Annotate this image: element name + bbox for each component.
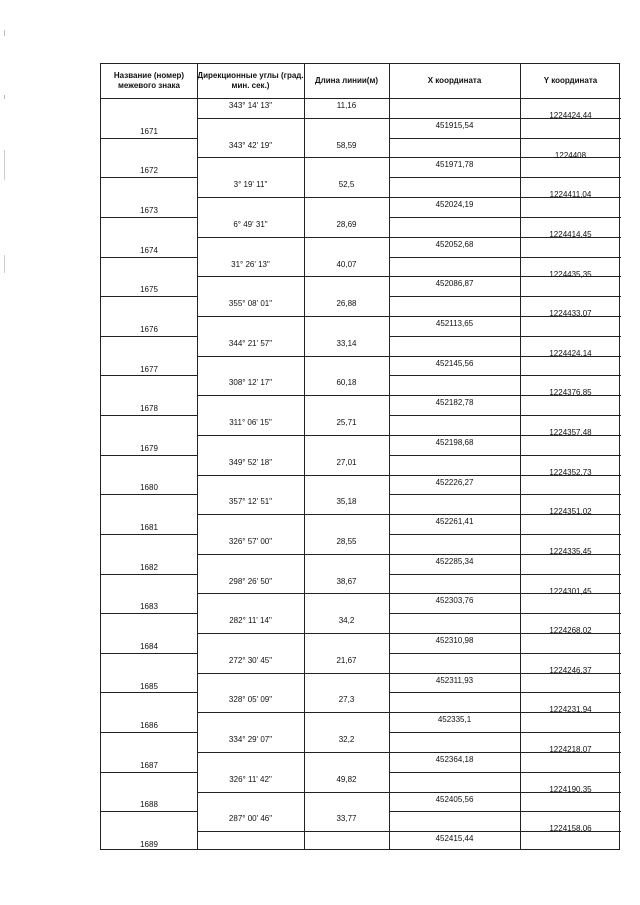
row-divider — [197, 792, 389, 793]
x-coordinate-cell: 452198,68 — [435, 437, 474, 447]
line-length-cell: 35,18 — [336, 497, 357, 507]
line-length-cell: 28,55 — [336, 536, 357, 546]
point-name-cell: 1677 — [140, 364, 158, 374]
point-name-cell: 1688 — [140, 800, 158, 810]
row-divider — [389, 336, 621, 337]
y-coordinate-cell: 1224218,07 — [549, 745, 592, 755]
point-name-cell: 1673 — [140, 205, 158, 215]
scan-mark — [4, 255, 5, 273]
direction-angle-cell: 349° 52' 18" — [228, 457, 273, 467]
line-length-cell: 11,16 — [336, 101, 357, 110]
x-coordinate-cell: 452086,87 — [435, 279, 474, 289]
row-divider — [389, 494, 621, 495]
boundary-coordinates-table — [100, 63, 620, 850]
x-coordinate-cell: 452182,78 — [435, 398, 474, 408]
y-coordinate-cell: 1224424,44 — [549, 111, 592, 120]
row-divider — [197, 118, 389, 119]
x-coordinate-cell: 452364,18 — [435, 754, 474, 764]
point-name-cell: 1686 — [140, 721, 158, 731]
direction-angle-cell: 343° 42' 19" — [228, 140, 273, 150]
row-divider — [197, 752, 389, 753]
direction-angle-cell: 326° 11' 42" — [229, 774, 272, 784]
line-length-cell: 32,2 — [338, 735, 355, 745]
y-coordinate-cell: 1224231,94 — [549, 705, 592, 715]
direction-angle-cell: 3° 19' 11" — [233, 180, 268, 190]
row-divider — [197, 673, 389, 674]
row-divider — [197, 712, 389, 713]
row-divider — [197, 316, 389, 317]
y-coordinate-cell: 1224357,48 — [549, 428, 592, 438]
direction-angle-cell: 343° 14' 13" — [228, 101, 273, 110]
row-divider — [389, 177, 621, 178]
direction-angle-cell: 344° 21' 57" — [228, 338, 273, 348]
direction-angle-cell: 282° 11' 14" — [229, 616, 272, 626]
row-divider — [389, 653, 621, 654]
header-y-coordinate: Y координата — [543, 76, 598, 85]
row-divider — [197, 276, 389, 277]
row-divider — [389, 415, 621, 416]
point-name-cell: 1674 — [140, 245, 158, 255]
point-name-cell: 1676 — [140, 324, 158, 334]
direction-angle-cell: 298° 26' 50" — [228, 576, 273, 586]
header-point-name: Название (номер) межевого знака — [113, 71, 185, 90]
line-length-cell: 25,71 — [336, 418, 357, 428]
point-name-cell: 1675 — [140, 285, 158, 295]
point-name-cell: 1678 — [140, 404, 158, 414]
row-divider — [101, 732, 197, 733]
point-name-cell: 1680 — [140, 483, 158, 493]
row-divider — [389, 375, 621, 376]
y-coordinate-cell: 1224246,37 — [549, 665, 592, 675]
row-divider — [101, 217, 197, 218]
row-divider — [197, 475, 389, 476]
row-divider — [197, 197, 389, 198]
row-divider — [101, 534, 197, 535]
row-divider — [101, 574, 197, 575]
line-length-cell: 40,07 — [336, 259, 357, 269]
point-name-cell: 1685 — [140, 681, 158, 691]
scan-mark — [4, 95, 5, 99]
row-divider — [197, 633, 389, 634]
point-name-cell: 1679 — [140, 443, 158, 453]
line-length-cell: 27,3 — [338, 695, 355, 705]
row-divider — [389, 772, 621, 773]
header-x-coordinate: X координата — [427, 76, 482, 85]
y-coordinate-cell: 1224435,35 — [549, 269, 592, 279]
direction-angle-cell: 357° 12' 51" — [228, 497, 273, 507]
line-length-cell: 49,82 — [336, 774, 357, 784]
line-length-cell: 27,01 — [336, 457, 357, 467]
row-divider — [197, 831, 389, 832]
y-coordinate-cell: 1224376,85 — [549, 388, 592, 398]
line-length-cell: 58,59 — [336, 140, 357, 150]
row-divider — [197, 435, 389, 436]
row-divider — [101, 494, 197, 495]
direction-angle-cell: 334° 29' 07" — [228, 735, 273, 745]
line-length-cell: 33,14 — [336, 338, 357, 348]
row-divider — [389, 138, 621, 139]
x-coordinate-cell: 451915,54 — [435, 120, 474, 130]
row-divider — [101, 138, 197, 139]
y-coordinate-cell: 1224158,06 — [549, 824, 592, 834]
row-divider — [389, 692, 621, 693]
x-coordinate-cell: 452335,1 — [437, 715, 472, 725]
line-length-cell: 28,69 — [336, 219, 357, 229]
direction-angle-cell: 355° 08' 01" — [228, 299, 273, 309]
y-coordinate-cell: 1224301,45 — [549, 586, 592, 596]
x-coordinate-cell: 452310,98 — [435, 636, 474, 646]
row-divider — [197, 514, 389, 515]
row-divider — [101, 811, 197, 812]
x-coordinate-cell: 452261,41 — [435, 517, 474, 527]
line-length-cell: 21,67 — [336, 655, 357, 665]
point-name-cell: 1689 — [140, 840, 158, 850]
point-name-cell: 1687 — [140, 760, 158, 770]
header-line-length: Длина линии(м) — [314, 76, 379, 85]
y-coordinate-cell: 1224352,73 — [549, 467, 592, 477]
y-coordinate-cell: 1224414,45 — [549, 229, 592, 239]
x-coordinate-cell: 452113,65 — [435, 318, 474, 328]
row-divider — [101, 692, 197, 693]
row-divider — [389, 296, 621, 297]
line-length-cell: 60,18 — [336, 378, 357, 388]
row-divider — [389, 534, 621, 535]
row-divider — [197, 237, 389, 238]
y-coordinate-cell: 1224424,14 — [549, 348, 592, 358]
row-divider — [389, 811, 621, 812]
line-length-cell: 52,5 — [338, 180, 355, 190]
x-coordinate-cell: 452303,76 — [435, 596, 474, 606]
line-length-cell: 34,2 — [338, 616, 355, 626]
row-divider — [101, 296, 197, 297]
row-divider — [389, 257, 621, 258]
y-coordinate-cell: 1224433,07 — [549, 309, 592, 319]
row-divider — [197, 356, 389, 357]
row-divider — [389, 613, 621, 614]
direction-angle-cell: 6° 49' 31" — [233, 219, 268, 229]
direction-angle-cell: 31° 26' 13" — [231, 259, 270, 269]
y-coordinate-cell: 1224351,02 — [549, 507, 592, 517]
row-divider — [101, 98, 621, 99]
line-length-cell: 33,77 — [336, 814, 357, 824]
y-coordinate-cell: 1224335,45 — [549, 546, 592, 556]
direction-angle-cell: 308° 12' 17" — [228, 378, 273, 388]
y-coordinate-cell: 1224268,02 — [549, 626, 592, 636]
row-divider — [197, 395, 389, 396]
direction-angle-cell: 326° 57' 00" — [228, 536, 273, 546]
x-coordinate-cell: 452226,27 — [435, 477, 474, 487]
row-divider — [197, 157, 389, 158]
scan-mark — [4, 30, 5, 36]
y-coordinate-cell: 1224408 — [554, 150, 587, 160]
row-divider — [101, 455, 197, 456]
direction-angle-cell: 311° 06' 15" — [229, 418, 272, 428]
line-length-cell: 38,67 — [336, 576, 357, 586]
x-coordinate-cell: 452145,56 — [435, 358, 474, 368]
row-divider — [389, 217, 621, 218]
point-name-cell: 1683 — [140, 602, 158, 612]
x-coordinate-cell: 452311,93 — [435, 675, 474, 685]
row-divider — [389, 455, 621, 456]
row-divider — [101, 772, 197, 773]
point-name-cell: 1684 — [140, 641, 158, 651]
direction-angle-cell: 287° 00' 46" — [228, 814, 273, 824]
point-name-cell: 1672 — [140, 166, 158, 176]
row-divider — [197, 593, 389, 594]
header-direction-angle: Дирекционные углы (град. мин. сек.) — [197, 71, 304, 90]
row-divider — [101, 177, 197, 178]
row-divider — [101, 415, 197, 416]
row-divider — [389, 574, 621, 575]
x-coordinate-cell: 452052,68 — [435, 239, 474, 249]
point-name-cell: 1681 — [140, 523, 158, 533]
scan-mark — [4, 150, 5, 180]
line-length-cell: 26,88 — [336, 299, 357, 309]
y-coordinate-cell: 1224411,04 — [549, 190, 592, 200]
x-coordinate-cell: 452415,44 — [435, 834, 474, 844]
x-coordinate-cell: 451971,78 — [435, 160, 474, 170]
row-divider — [101, 257, 197, 258]
row-divider — [101, 375, 197, 376]
direction-angle-cell: 328° 05' 09" — [228, 695, 273, 705]
direction-angle-cell: 272° 30' 45" — [228, 655, 273, 665]
x-coordinate-cell: 452285,34 — [435, 556, 474, 566]
x-coordinate-cell: 452024,19 — [435, 200, 474, 210]
row-divider — [101, 336, 197, 337]
point-name-cell: 1671 — [140, 126, 158, 136]
y-coordinate-cell: 1224190,35 — [549, 784, 592, 794]
row-divider — [389, 732, 621, 733]
row-divider — [197, 554, 389, 555]
point-name-cell: 1682 — [140, 562, 158, 572]
x-coordinate-cell: 452405,56 — [435, 794, 474, 804]
row-divider — [101, 653, 197, 654]
row-divider — [101, 613, 197, 614]
